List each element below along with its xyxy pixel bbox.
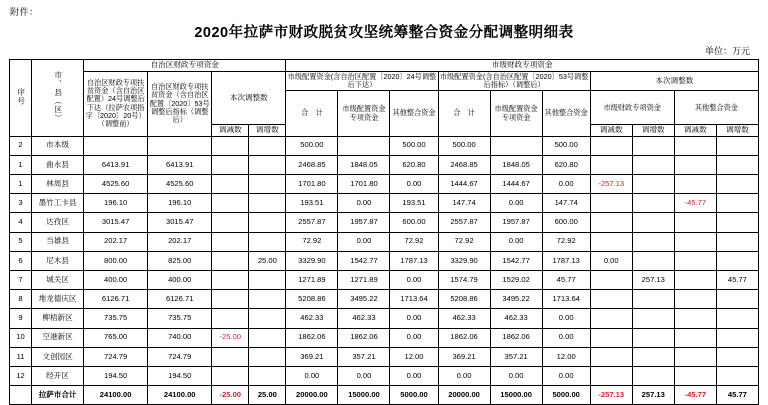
cell-c4 [249, 232, 286, 251]
table-row [10, 136, 759, 155]
cell-region: 拉萨市合计 [32, 386, 84, 405]
cell-c4 [249, 155, 286, 174]
cell-m5: 1862.06 [490, 328, 542, 347]
cell-c2: 735.75 [148, 309, 212, 328]
cell-c3: -25.00 [212, 328, 249, 347]
th-muni-special-2: 市级配置资金专项资金 [490, 91, 542, 136]
cell-a2 [632, 175, 674, 194]
th-muni-total-2: 合 计 [438, 91, 490, 136]
cell-m6: 0.00 [542, 328, 590, 347]
cell-m3: 0.00 [390, 328, 438, 347]
cell-m2: 1848.05 [338, 155, 390, 174]
cell-c4 [249, 136, 286, 155]
cell-seq: 9 [10, 309, 32, 328]
cell-c1: 400.00 [84, 271, 148, 290]
cell-m2: 3495.22 [338, 290, 390, 309]
cell-a2 [632, 251, 674, 270]
th-muni-adjust-other: 其他整合资金 [674, 91, 758, 125]
table-row [10, 309, 759, 328]
cell-a2: 257.13 [632, 386, 674, 405]
cell-a2 [632, 290, 674, 309]
cell-m6: 600.00 [542, 213, 590, 232]
cell-seq: 12 [10, 366, 32, 385]
cell-region: 文创园区 [32, 347, 84, 366]
cell-c2: 6413.91 [148, 155, 212, 174]
cell-a2 [632, 347, 674, 366]
cell-c4 [249, 309, 286, 328]
cell-m4: 20000.00 [438, 386, 490, 405]
cell-m2: 1862.06 [338, 328, 390, 347]
cell-m2: 15000.00 [338, 386, 390, 405]
cell-a1 [590, 347, 632, 366]
cell-a3: -45.77 [674, 194, 716, 213]
cell-m1: 0.00 [286, 366, 338, 385]
cell-c1: 24100.00 [84, 386, 148, 405]
cell-m1: 1271.89 [286, 271, 338, 290]
cell-m2: 0.00 [338, 366, 390, 385]
cell-m6: 147.74 [542, 194, 590, 213]
cell-region: 曲水县 [32, 155, 84, 174]
cell-c3 [212, 194, 249, 213]
th-muni-ot-decrease: 调减数 [674, 125, 716, 137]
cell-m5: 0.00 [490, 366, 542, 385]
cell-a4: 45.77 [716, 271, 758, 290]
cell-a4 [716, 155, 758, 174]
cell-m4: 1574.79 [438, 271, 490, 290]
cell-region: 经开区 [32, 366, 84, 385]
table-row [10, 347, 759, 366]
th-city-col2: 自治区财政专项扶贫资金（含自治区配置〔2020〕53号调整后指标（调整后） [148, 71, 212, 136]
cell-region: 林周县 [32, 175, 84, 194]
cell-a4 [716, 194, 758, 213]
cell-a3 [674, 366, 716, 385]
cell-m6: 620.80 [542, 155, 590, 174]
cell-a2 [632, 213, 674, 232]
cell-region: 达孜区 [32, 213, 84, 232]
cell-c4: 25.00 [249, 386, 286, 405]
cell-m6: 0.00 [542, 175, 590, 194]
cell-c2: 724.79 [148, 347, 212, 366]
cell-a1: -257.13 [590, 175, 632, 194]
cell-a4 [716, 232, 758, 251]
cell-m3: 1787.13 [390, 251, 438, 270]
cell-m3: 600.00 [390, 213, 438, 232]
table-row [10, 155, 759, 174]
table-row [10, 213, 759, 232]
th-muni-sp-increase: 调增数 [632, 125, 674, 137]
cell-c1: 800.00 [84, 251, 148, 270]
table-row [10, 194, 759, 213]
cell-seq [10, 386, 32, 405]
cell-m5: 1848.05 [490, 155, 542, 174]
cell-c2: 740.00 [148, 328, 212, 347]
cell-c2: 825.00 [148, 251, 212, 270]
th-city-decrease: 调减数 [212, 125, 249, 137]
cell-a2 [632, 309, 674, 328]
cell-m6: 1787.13 [542, 251, 590, 270]
cell-region: 墨竹工卡县 [32, 194, 84, 213]
cell-a1 [590, 328, 632, 347]
th-seq: 序号 [10, 60, 32, 137]
cell-c3 [212, 251, 249, 270]
cell-a1 [590, 290, 632, 309]
table-row [10, 251, 759, 270]
cell-a4 [716, 366, 758, 385]
cell-m3: 0.00 [390, 175, 438, 194]
cell-m1: 500.00 [286, 136, 338, 155]
table-row [10, 232, 759, 251]
cell-m1: 1862.06 [286, 328, 338, 347]
th-muni-ot-increase: 调增数 [716, 125, 758, 137]
cell-a3 [674, 290, 716, 309]
cell-c4 [249, 366, 286, 385]
cell-region: 柳梧新区 [32, 309, 84, 328]
cell-m3: 72.92 [390, 232, 438, 251]
cell-c2: 24100.00 [148, 386, 212, 405]
fund-allocation-table [9, 59, 759, 405]
cell-a4 [716, 347, 758, 366]
cell-seq: 1 [10, 155, 32, 174]
cell-m2: 1271.89 [338, 271, 390, 290]
cell-m4: 369.21 [438, 347, 490, 366]
cell-seq: 7 [10, 271, 32, 290]
table-row [10, 290, 759, 309]
cell-m1: 5208.86 [286, 290, 338, 309]
cell-a3 [674, 136, 716, 155]
cell-m5: 0.00 [490, 232, 542, 251]
cell-region: 尼木县 [32, 251, 84, 270]
cell-a3 [674, 232, 716, 251]
cell-a3 [674, 328, 716, 347]
cell-c1 [84, 136, 148, 155]
cell-region: 空港新区 [32, 328, 84, 347]
cell-c2: 194.50 [148, 366, 212, 385]
cell-a3 [674, 271, 716, 290]
cell-seq: 8 [10, 290, 32, 309]
cell-c3 [212, 271, 249, 290]
cell-m2: 0.00 [338, 194, 390, 213]
cell-m3: 500.00 [390, 136, 438, 155]
cell-a1 [590, 366, 632, 385]
cell-a1 [590, 155, 632, 174]
cell-m2: 357.21 [338, 347, 390, 366]
cell-m4: 0.00 [438, 366, 490, 385]
cell-a4 [716, 328, 758, 347]
cell-seq: 5 [10, 232, 32, 251]
cell-m3: 193.51 [390, 194, 438, 213]
cell-a1 [590, 271, 632, 290]
th-city-col1: 自治区财政专项扶贫资金（含自治区配置）24号调整后下达（拉萨农项指字〔2020〕20号）（调整前） [84, 71, 148, 136]
cell-a4 [716, 175, 758, 194]
cell-a2 [632, 232, 674, 251]
cell-m1: 3329.90 [286, 251, 338, 270]
cell-m6: 0.00 [542, 309, 590, 328]
cell-m4: 2557.87 [438, 213, 490, 232]
th-muni-other-1: 其他整合资金 [390, 91, 438, 136]
cell-m4: 2468.85 [438, 155, 490, 174]
cell-m4: 1444.67 [438, 175, 490, 194]
cell-m3: 620.80 [390, 155, 438, 174]
cell-c1: 735.75 [84, 309, 148, 328]
cell-m4: 500.00 [438, 136, 490, 155]
cell-c1: 765.00 [84, 328, 148, 347]
cell-m3: 5000.00 [390, 386, 438, 405]
th-muni-group1: 市级配置资金(含自治区配置〔2020〕24号调整后下达） [287, 71, 437, 89]
cell-c1: 194.50 [84, 366, 148, 385]
cell-a2 [632, 136, 674, 155]
cell-m1: 462.33 [286, 309, 338, 328]
cell-m4: 1862.06 [438, 328, 490, 347]
th-group-city: 自治区财政专项资金 [84, 60, 286, 72]
cell-m4: 462.33 [438, 309, 490, 328]
cell-a4 [716, 136, 758, 155]
cell-m2: 1701.80 [338, 175, 390, 194]
cell-a2 [632, 328, 674, 347]
cell-c2: 202.17 [148, 232, 212, 251]
cell-c3 [212, 155, 249, 174]
cell-m2: 1957.87 [338, 213, 390, 232]
cell-m5 [490, 136, 542, 155]
cell-m6: 12.00 [542, 347, 590, 366]
cell-a3 [674, 155, 716, 174]
table-row [10, 366, 759, 385]
cell-c2: 6126.71 [148, 290, 212, 309]
cell-m6: 1713.64 [542, 290, 590, 309]
cell-m5: 3495.22 [490, 290, 542, 309]
cell-m2: 462.33 [338, 309, 390, 328]
table-row [10, 271, 759, 290]
unit-label: 单位：万元 [704, 46, 750, 56]
cell-c2: 3015.47 [148, 213, 212, 232]
cell-m5: 1529.02 [490, 271, 542, 290]
cell-c1: 6413.91 [84, 155, 148, 174]
cell-c4 [249, 347, 286, 366]
cell-a1: 0.00 [590, 251, 632, 270]
cell-a3 [674, 347, 716, 366]
cell-a3 [674, 175, 716, 194]
cell-region: 市本级 [32, 136, 84, 155]
cell-a4 [716, 309, 758, 328]
cell-m1: 369.21 [286, 347, 338, 366]
th-group-municipal: 市级财政专项资金 [286, 60, 759, 72]
cell-m1: 2468.85 [286, 155, 338, 174]
th-muni-group2: 市级配置资金(含自治区配置〔2020〕53号调整后指标）（调整后） [439, 71, 589, 89]
cell-seq: 11 [10, 347, 32, 366]
cell-c2: 4525.60 [148, 175, 212, 194]
cell-m1: 2557.87 [286, 213, 338, 232]
cell-a3 [674, 213, 716, 232]
cell-a2 [632, 194, 674, 213]
cell-a4: 45.77 [716, 386, 758, 405]
cell-c3 [212, 290, 249, 309]
table-row-total [10, 386, 759, 405]
cell-a1 [590, 136, 632, 155]
cell-c3 [212, 366, 249, 385]
table-head [10, 60, 759, 137]
cell-m2 [338, 136, 390, 155]
cell-seq: 6 [10, 251, 32, 270]
cell-a1 [590, 309, 632, 328]
th-city-adjust: 本次调整数 [212, 71, 286, 124]
cell-a3: -45.77 [674, 386, 716, 405]
cell-m1: 1701.80 [286, 175, 338, 194]
th-muni-special-1: 市级配置资金专项资金 [338, 91, 390, 136]
cell-m5: 15000.00 [490, 386, 542, 405]
cell-c3 [212, 136, 249, 155]
cell-a1 [590, 232, 632, 251]
cell-m5: 462.33 [490, 309, 542, 328]
cell-m2: 1542.77 [338, 251, 390, 270]
cell-c1: 3015.47 [84, 213, 148, 232]
table-row [10, 175, 759, 194]
cell-m6: 72.92 [542, 232, 590, 251]
cell-m6: 5000.00 [542, 386, 590, 405]
cell-c1: 196.10 [84, 194, 148, 213]
cell-seq: 10 [10, 328, 32, 347]
cell-region: 堆龙德庆区 [32, 290, 84, 309]
cell-m4: 5208.86 [438, 290, 490, 309]
cell-m6: 0.00 [542, 366, 590, 385]
th-region: 市、县（区） [32, 60, 84, 137]
cell-c3 [212, 213, 249, 232]
cell-c4 [249, 271, 286, 290]
cell-m3: 1713.64 [390, 290, 438, 309]
cell-m3: 0.00 [390, 366, 438, 385]
cell-c3: -25.00 [212, 386, 249, 405]
cell-m1: 193.51 [286, 194, 338, 213]
th-muni-adjust: 本次调整数 [590, 71, 758, 91]
cell-a1 [590, 213, 632, 232]
cell-m6: 500.00 [542, 136, 590, 155]
cell-c1: 6126.71 [84, 290, 148, 309]
cell-c3 [212, 309, 249, 328]
cell-m3: 0.00 [390, 271, 438, 290]
cell-c3 [212, 347, 249, 366]
cell-seq: 4 [10, 213, 32, 232]
cell-c2: 196.10 [148, 194, 212, 213]
th-muni-other-2: 其他整合资金 [542, 91, 590, 136]
cell-a2 [632, 366, 674, 385]
cell-m5: 1444.67 [490, 175, 542, 194]
cell-seq: 2 [10, 136, 32, 155]
cell-m5: 0.00 [490, 194, 542, 213]
cell-a1 [590, 194, 632, 213]
cell-m4: 72.92 [438, 232, 490, 251]
cell-c1: 4525.60 [84, 175, 148, 194]
cell-c4 [249, 290, 286, 309]
cell-c3 [212, 232, 249, 251]
cell-c3 [212, 175, 249, 194]
cell-region: 当雄县 [32, 232, 84, 251]
cell-a3 [674, 309, 716, 328]
cell-c4 [249, 175, 286, 194]
cell-m3: 12.00 [390, 347, 438, 366]
table-row [10, 328, 759, 347]
cell-a2: 257.13 [632, 271, 674, 290]
th-muni-adjust-special: 市级财政专项资金 [590, 91, 674, 125]
table-body [10, 136, 759, 405]
cell-a1: -257.13 [590, 386, 632, 405]
cell-a2 [632, 155, 674, 174]
page-title: 2020年拉萨市财政脱贫攻坚统筹整合资金分配调整明细表 [194, 25, 574, 41]
cell-m1: 72.92 [286, 232, 338, 251]
cell-m1: 20000.00 [286, 386, 338, 405]
cell-c4 [249, 194, 286, 213]
cell-c1: 724.79 [84, 347, 148, 366]
cell-a4 [716, 290, 758, 309]
cell-a4 [716, 251, 758, 270]
th-muni-sp-decrease: 调减数 [590, 125, 632, 137]
cell-m6: 45.77 [542, 271, 590, 290]
cell-m4: 147.74 [438, 194, 490, 213]
cell-m5: 357.21 [490, 347, 542, 366]
cell-seq: 1 [10, 175, 32, 194]
cell-c1: 202.17 [84, 232, 148, 251]
th-city-increase: 调增数 [249, 125, 286, 137]
cell-m3: 0.00 [390, 309, 438, 328]
cell-seq: 3 [10, 194, 32, 213]
cell-m5: 1542.77 [490, 251, 542, 270]
cell-c2: 400.00 [148, 271, 212, 290]
cell-a4 [716, 213, 758, 232]
cell-a3 [674, 251, 716, 270]
cell-c2 [148, 136, 212, 155]
attachment-label: 附件： [10, 7, 39, 17]
cell-region: 城关区 [32, 271, 84, 290]
cell-m4: 3329.90 [438, 251, 490, 270]
cell-m2: 0.00 [338, 232, 390, 251]
cell-c4: 25.00 [249, 251, 286, 270]
cell-c4 [249, 213, 286, 232]
th-muni-total-1: 合 计 [286, 91, 338, 136]
cell-c4 [249, 328, 286, 347]
cell-m5: 1957.87 [490, 213, 542, 232]
